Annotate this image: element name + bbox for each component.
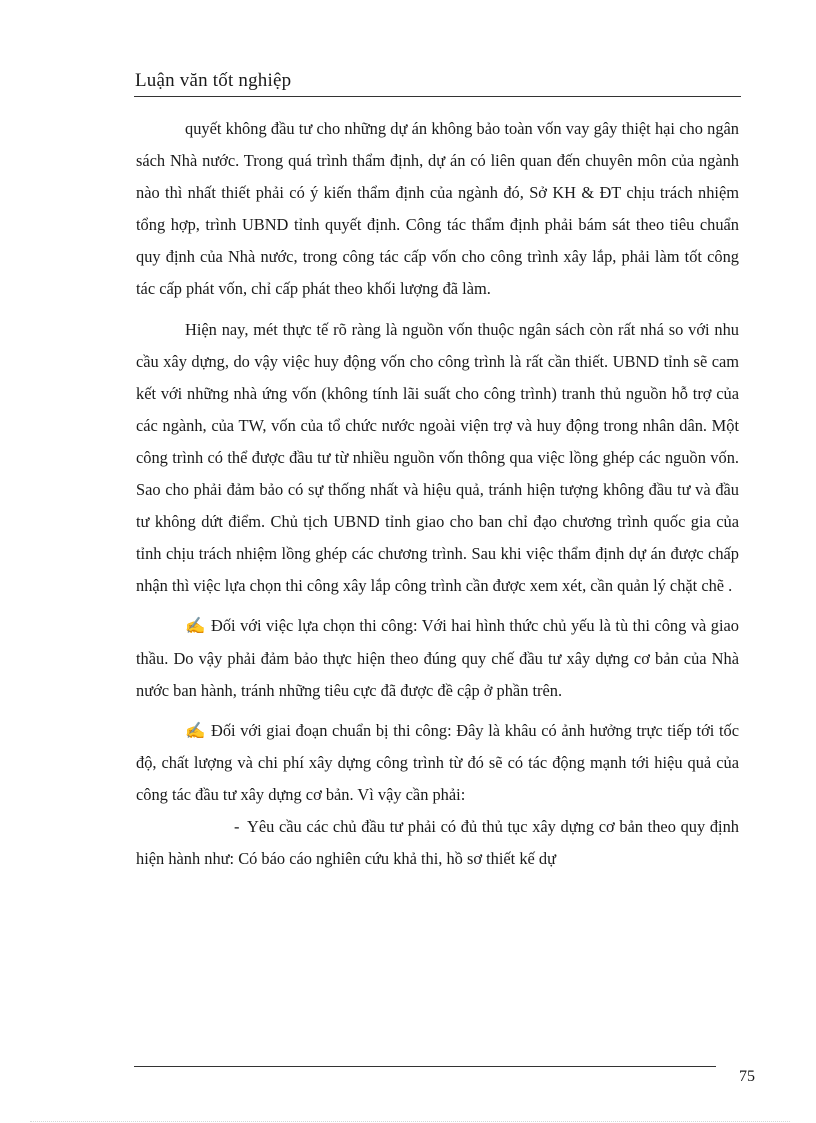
document-header-title: Luận văn tốt nghiệp — [135, 70, 292, 91]
document-body — [136, 113, 739, 875]
paragraph-2: Hiện nay, mét thực tế rõ ràng là nguồn vốn thuộc ngân sách còn rất nhá so với nhu cầu xây dựng, do vậy việc huy động vốn cho công trình là rất cần thiết. UBND tỉnh sẽ cam kết với những nhà ứng vốn (không tính lãi suất cho công trình) tranh thủ nguồn hỗ trợ của các ngành, của TW, vốn của tổ chức nước ngoài viện trợ và huy động trong nhân dân. Một công trình có thể được đầu tư từ nhiều nguồn vốn thông qua việc lồng ghép các nguồn vốn. Sao cho phải đảm bảo có sự thống nhất và hiệu quả, tránh hiện tượng không đầu tư và đầu tư không dứt điểm. Chủ tịch UBND tỉnh giao cho ban chỉ đạo chương trình quốc gia của tỉnh chịu trách nhiệm lồng ghép các chương trình. Sau khi việc thẩm định dự án được chấp nhận thì việc lựa chọn thi công xây lắp công trình cần được xem xét, cần quản lý chặt chẽ . — [136, 319, 739, 596]
paragraph-1: quyết không đầu tư cho những dự án không bảo toàn vốn vay gây thiệt hại cho ngân sách Nhà nước. Trong quá trình thẩm định, dự án có liên quan đến chuyên môn của ngành nào thì nhất thiết phải có ý kiến thẩm định của ngành đó, Sở KH & ĐT chịu trách nhiệm tổng hợp, trình UBND tỉnh quyết định. Công tác thẩm định phải bám sát theo tiêu chuẩn quy định của Nhà nước, trong công tác cấp vốn cho công trình xây lắp, phải làm tốt công tác cấp phát vốn, chỉ cấp phát theo khối lượng đã làm. — [136, 119, 739, 299]
writing-hand-icon: ✍ — [185, 720, 206, 740]
dash-list-item-text: Yêu cầu các chủ đầu tư phải có đủ thủ tục xây dựng cơ bản theo quy định hiện hành như: Có báo cáo nghiên cứu khả thi, hồ sơ thiết kế dự — [136, 816, 739, 869]
dash-list-item — [136, 811, 739, 875]
bullet-item-1 — [136, 610, 739, 706]
bullet-item-1-text: Đối với việc lựa chọn thi công: Với hai hình thức chủ yếu là tù thi công và giao thầu. Do vậy phải đảm bảo thực hiện theo đúng quy chế đầu tư xây dựng cơ bản của Nhà nước ban hành, tránh những tiêu cực đã được đề cập ở phần trên. — [136, 616, 739, 700]
bullet-item-2 — [136, 715, 739, 811]
page-number: 75 — [739, 1068, 755, 1085]
writing-hand-icon: ✍ — [185, 616, 206, 636]
footer-divider — [134, 1066, 716, 1067]
page-edge-dotted-line — [30, 1121, 790, 1122]
header-divider — [134, 96, 741, 97]
bullet-item-2-text: Đối với giai đoạn chuẩn bị thi công: Đây là khâu có ảnh hưởng trực tiếp tới tốc độ, chất lượng và chi phí xây dựng công trình từ đó sẽ có tác động mạnh tới hiệu quả của công tác đầu tư xây dựng cơ bản. Vì vậy cần phải: — [136, 720, 739, 804]
dash-marker: - — [234, 816, 240, 836]
